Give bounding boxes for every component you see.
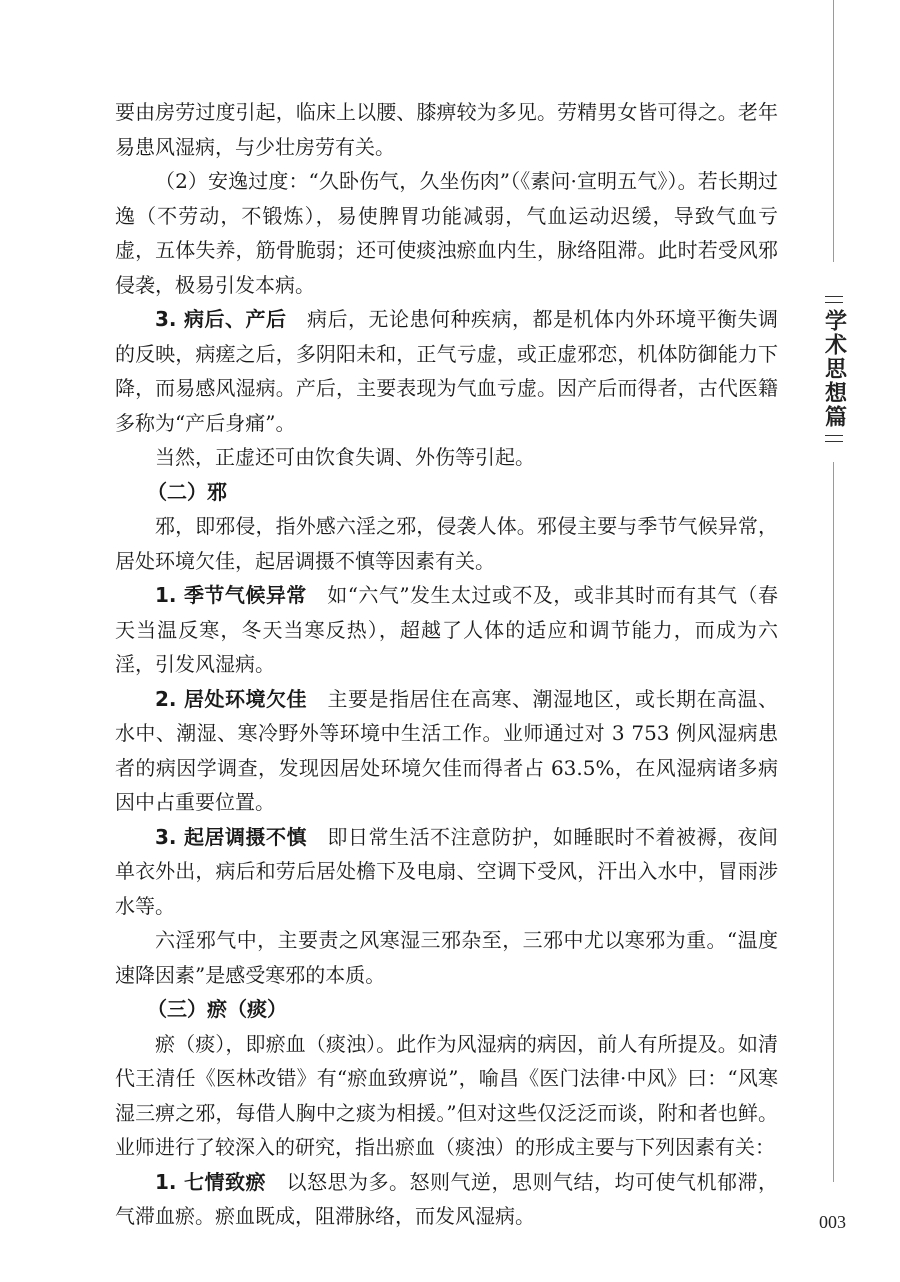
- section-heading-text: （三）瘀（痰）: [147, 997, 287, 1021]
- paragraph-run-in-heading: 2. 居处环境欠佳: [155, 686, 307, 711]
- paragraph: [115, 820, 778, 924]
- paragraph: [115, 440, 778, 475]
- paragraph: [115, 509, 778, 578]
- paragraph: [115, 1165, 778, 1234]
- paragraph-run-in-heading: 1. 季节气候异常: [155, 583, 307, 607]
- paragraph: [115, 578, 778, 682]
- paragraph-run-in-heading: 3. 病后、产后: [155, 307, 287, 331]
- paragraph: [115, 164, 778, 302]
- paragraph-text: （2）安逸过度：“久卧伤气，久坐伤肉”（《素问·宣明五气》）。若长期过逸（不劳动，不锻炼），易使脾胃功能减弱，气血运动迟缓，导致气血亏虚，五体失养，筋骨脆弱；还可使痰浊瘀血内生，脉络阻滞。此时若受风邪侵袭，极易引发本病。: [115, 169, 778, 297]
- paragraph-text: 瘀（痰），即瘀血（痰浊）。此作为风湿病的病因，前人有所提及。如清代王清任《医林改错》有“瘀血致痹说”，喻昌《医门法律·中风》曰：“风寒湿三痹之邪，每借人胸中之痰为相援。”但对这些仅泛泛而谈，附和者也鲜。业师进行了较深入的研究，指出瘀血（痰浊）的形成主要与下列因素有关：: [115, 1031, 778, 1159]
- section-heading: [115, 992, 778, 1027]
- page-body-text: [115, 95, 778, 1234]
- paragraph-run-in-heading: 3. 起居调摄不慎: [155, 824, 307, 849]
- section-heading-text: （二）邪: [147, 479, 227, 504]
- paragraph: [115, 923, 778, 992]
- paragraph-text: 即日常生活不注意防护，如睡眠时不着被褥，夜间单衣外出，病后和劳后居处檐下及电扇、空调下受风，汗出入水中，冒雨涉水等。: [115, 824, 779, 918]
- paragraph-run-in-heading: 1. 七情致瘀: [155, 1169, 266, 1194]
- page-number: 003: [819, 1212, 846, 1232]
- paragraph-text: 以怒思为多。怒则气逆，思则气结，均可使气机郁滞，气滞血瘀。瘀血既成，阻滞脉络，而发风湿病。: [115, 1169, 779, 1228]
- paragraph: [115, 1027, 778, 1165]
- paragraph-text: 邪，即邪侵，指外感六淫之邪，侵袭人体。邪侵主要与季节气候异常，居处环境欠佳，起居调摄不慎等因素有关。: [115, 514, 778, 573]
- section-side-label: [820, 296, 848, 442]
- paragraph-text: 当然，正虚还可由饮食失调、外伤等引起。: [155, 445, 535, 469]
- section-heading: [115, 475, 778, 510]
- side-label-mark-top: [825, 296, 843, 303]
- paragraph-text: 要由房劳过度引起，临床上以腰、膝痹较为多见。劳精男女皆可得之。老年易患风湿病，与少壮房劳有关。: [115, 100, 778, 159]
- side-rule-top: [833, 0, 834, 262]
- side-label-mark-bottom: [825, 435, 843, 442]
- paragraph-text: 主要是指居住在高寒、潮湿地区，或长期在高温、水中、潮湿、寒冷野外等环境中生活工作。业师通过对 3 753 例风湿病患者的病因学调查，发现因居处环境欠佳而得者占 63.5%，在风湿病诸多病因中占重要位置。: [115, 686, 779, 814]
- paragraph: [115, 95, 778, 164]
- paragraph: [115, 302, 778, 440]
- paragraph: [115, 682, 778, 820]
- paragraph-text: 病后，无论患何种疾病，都是机体内外环境平衡失调的反映，病瘥之后，多阴阳未和，正气亏虚，或正虚邪恋，机体防御能力下降，而易感风湿病。产后，主要表现为气血亏虚。因产后而得者，古代医籍多称为“产后身痛”。: [115, 307, 779, 435]
- side-rule-bottom: [833, 462, 834, 1182]
- paragraph-text: 如“六气”发生太过或不及，或非其时而有其气（春天当温反寒，冬天当寒反热），超越了人体的适应和调节能力，而成为六淫，引发风湿病。: [115, 583, 778, 676]
- side-label-text: 学术思想篇: [821, 309, 847, 429]
- paragraph-text: 六淫邪气中，主要责之风寒湿三邪杂至，三邪中尤以寒邪为重。“温度速降因素”是感受寒邪的本质。: [115, 928, 778, 987]
